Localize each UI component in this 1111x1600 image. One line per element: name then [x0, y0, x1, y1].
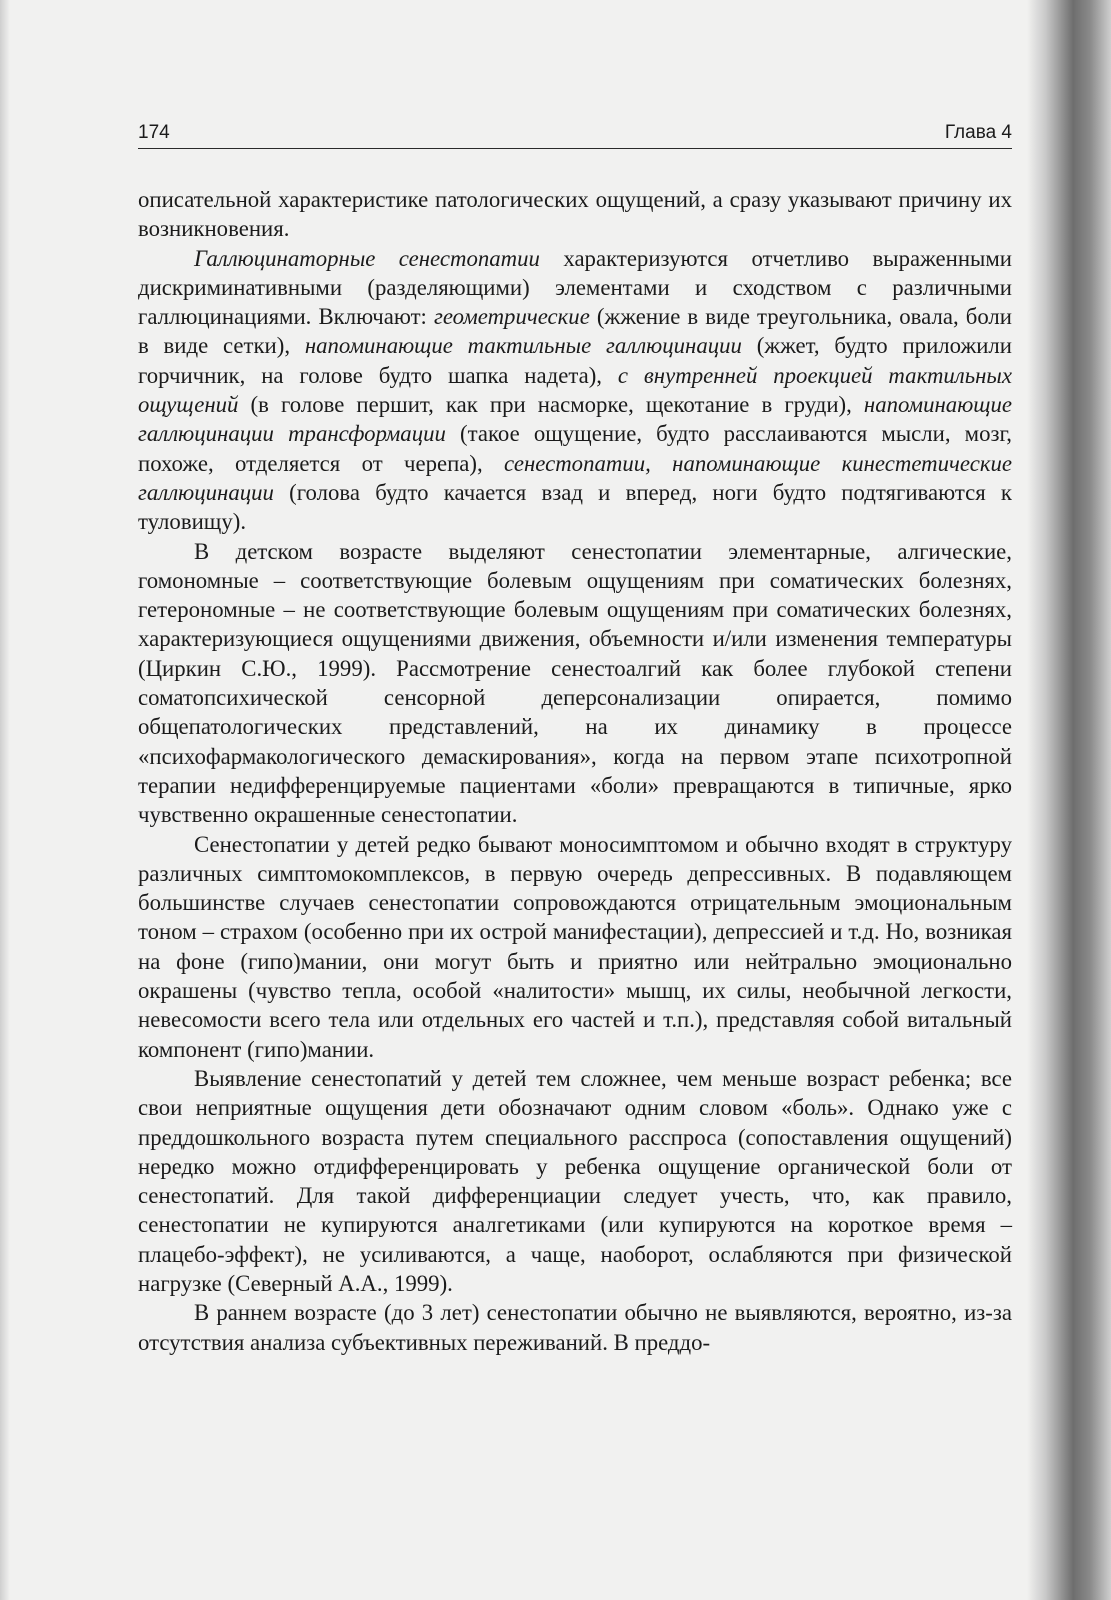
- italic-term: сенестопатии, напоминающие кинестетические галлюцинации: [138, 450, 1013, 505]
- paragraph-3: В детском возрасте выделяют сенестопатии элементарные, алгические, гомономные – соответствующие болевым ощущениям при соматических болезнях, гетерономные – не соответствующие болевым ощущениям при соматических болезнях, характеризующиеся ощущениями движения, объемности и/или изменения температуры (Циркин С.Ю., 1999). Рассмотрение сенестоалгий как более глубокой степени соматопсихической сенсорной деперсонализации опирается, помимо общепатологических представлений, на их динамику в процессе «психофармакологического демаскирования», когда на первом этапе психотропной терапии недифференцируемые пациентами «боли» превращаются в типичные, ярко чувственно окрашенные сенестопатии.: [138, 538, 1012, 828]
- italic-term: с внутренней проекцией тактильных ощущений: [138, 362, 1012, 418]
- paragraph-2: [138, 244, 1012, 537]
- chapter-title: Глава 4: [944, 122, 1012, 143]
- text-run: (жжение в виде треугольника, овала, боли в виде сетки),: [138, 304, 1012, 359]
- italic-term: напоминающие галлюцинации трансформации: [138, 392, 1012, 447]
- paragraph-6: В раннем возрасте (до 3 лет) сенестопатии обычно не выявляются, вероятно, из-за отсутствия анализа субъективных переживаний. В преддо-: [138, 1300, 1012, 1355]
- scan-right-edge-shadow: [1027, 0, 1111, 1600]
- text-run: (голова будто качается взад и вперед, ноги будто подтягиваются к туловищу).: [138, 479, 1012, 535]
- text-run: (в голове першит, как при насморке, щекотание в груди),: [238, 392, 864, 418]
- text-run: (такое ощущение, будто расслаиваются мысли, мозг, похоже, отделяется от черепа),: [138, 421, 1012, 476]
- italic-term: геометрические: [433, 304, 590, 330]
- paragraph-5: Выявление сенестопатий у детей тем сложнее, чем меньше возраст ребенка; все свои неприятные ощущения дети обозначают одним словом «боль». Однако уже с преддошкольного возраста путем специального расспроса (сопоставления ощущений) нередко можно отдифференцировать у ребенка ощущение органической боли от сенестопатий. Для такой дифференциации следует учесть, что, как правило, сенестопатии не купируются аналгетиками (или купируются на короткое время – плацебо-эффект), не усиливаются, а чаще, наоборот, ослабляются при физической нагрузке (Северный А.А., 1999).: [138, 1065, 1012, 1296]
- running-header: [138, 118, 1012, 149]
- italic-term: Галлюцинаторные сенестопатии: [194, 245, 540, 271]
- scan-left-edge-shadow: [0, 0, 10, 1600]
- paragraph-1: описательной характеристике патологических ощущений, а сразу указывают причину их возникновения.: [138, 187, 1012, 242]
- paragraph-4: Сенестопатии у детей редко бывают моносимптомом и обычно входят в структуру различных симптомокомплексов, в первую очередь депрессивных. В подавляющем большинстве случаев сенестопатии сопровождаются отрицательным эмоциональным тоном – страхом (особенно при их острой манифестации), депрессией и т.д. Но, возникая на фоне (гипо)мании, они могут быть и приятно или нейтрально эмоционально окрашены (чувство тепла, особой «налитости» мышц, их силы, необычной легкости, невесомости всего тела или отдельных его частей и т.п.), представляя собой витальный компонент (гипо)мании.: [138, 831, 1012, 1062]
- italic-term: напоминающие тактильные галлюцинации: [304, 333, 742, 359]
- body-text: [138, 185, 1012, 1357]
- page-number: 174: [138, 122, 170, 143]
- text-run: (жжет, будто приложили горчичник, на голове будто шапка надета),: [138, 333, 1013, 388]
- text-run: характеризуются отчетливо выраженными дискриминативными (разделяющими) элементами и сходством с различными галлюцинациями. Включают:: [138, 245, 1013, 330]
